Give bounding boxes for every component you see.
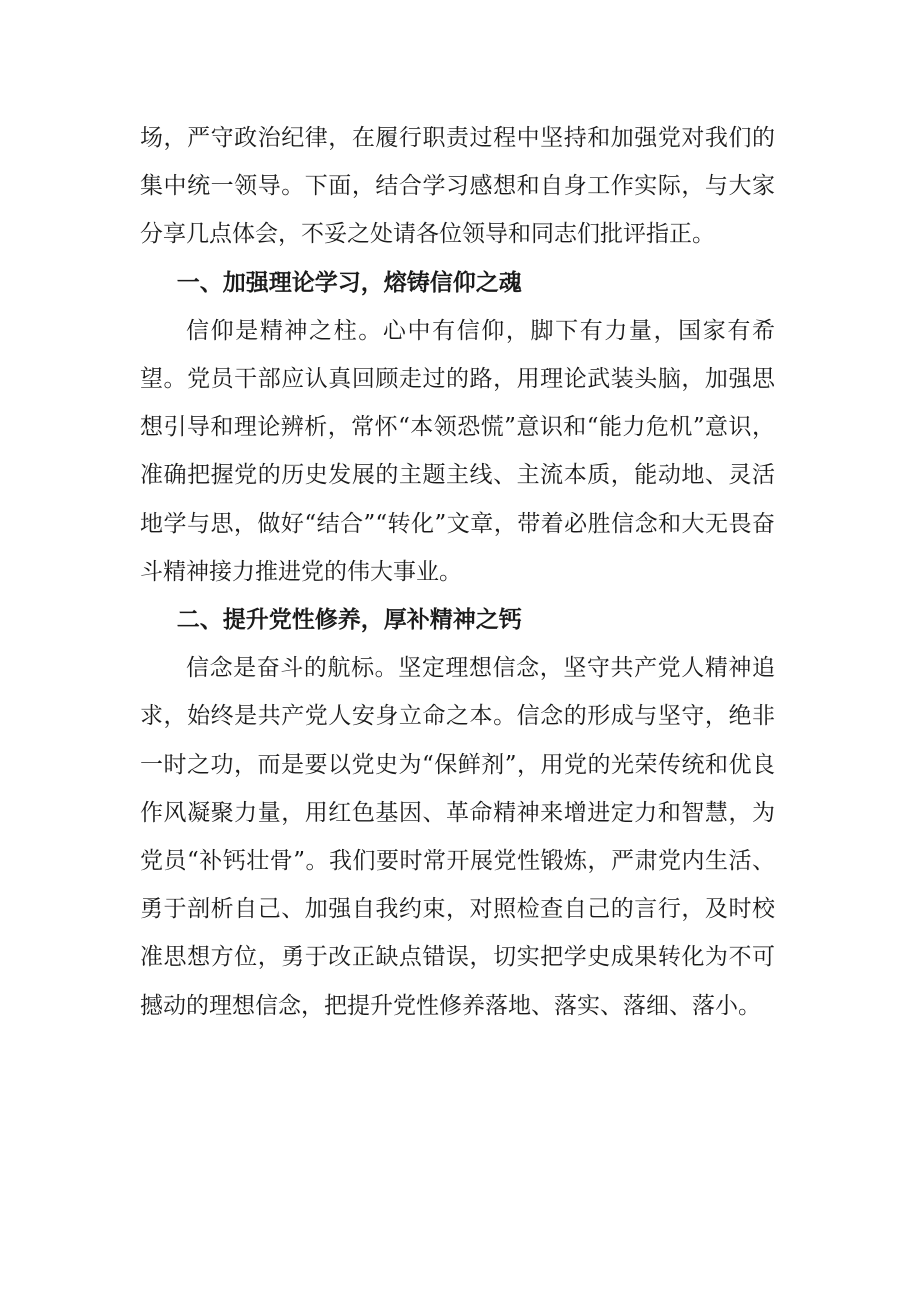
section-2-body: 信念是奋斗的航标。坚定理想信念，坚守共产党人精神追求，始终是共产党人安身立命之本。信念的形成与坚守，绝非一时之功，而是要以党史为“保鲜剂”，用党的光荣传统和优良作风凝聚力量，用红色基因、革命精神来增进定力和智慧，为党员“补钙壮骨”。我们要时常开展党性锻炼，严肃党内生活、勇于剖析自己、加强自我约束，对照检查自己的言行，及时校准思想方位，勇于改正缺点错误，切实把学史成果转化为不可撼动的理想信念，把提升党性修养落地、落实、落细、落小。	[140, 655, 775, 1019]
document-page	[140, 114, 775, 1030]
section-2-heading: 二、提升党性修养，厚补精神之钙	[176, 607, 522, 634]
section-1-body: 信仰是精神之柱。心中有信仰，脚下有力量，国家有希望。党员干部应认真回顾走过的路，用理论武装头脑，加强思想引导和理论辨析，常怀“本领恐慌”意识和“能力危机”意识，准确把握党的历史发展的主题主线、主流本质，能动地、灵活地学与思，做好“结合”“转化”文章，带着必胜信念和大无畏奋斗精神接力推进党的伟大事业。	[140, 317, 775, 585]
section-1-heading: 一、加强理论学习，熔铸信仰之魂	[176, 269, 522, 296]
intro-paragraph: 场，严守政治纪律，在履行职责过程中坚持和加强党对我们的集中统一领导。下面，结合学习感想和自身工作实际，与大家分享几点体会，不妥之处请各位领导和同志们批评指正。	[140, 125, 775, 248]
